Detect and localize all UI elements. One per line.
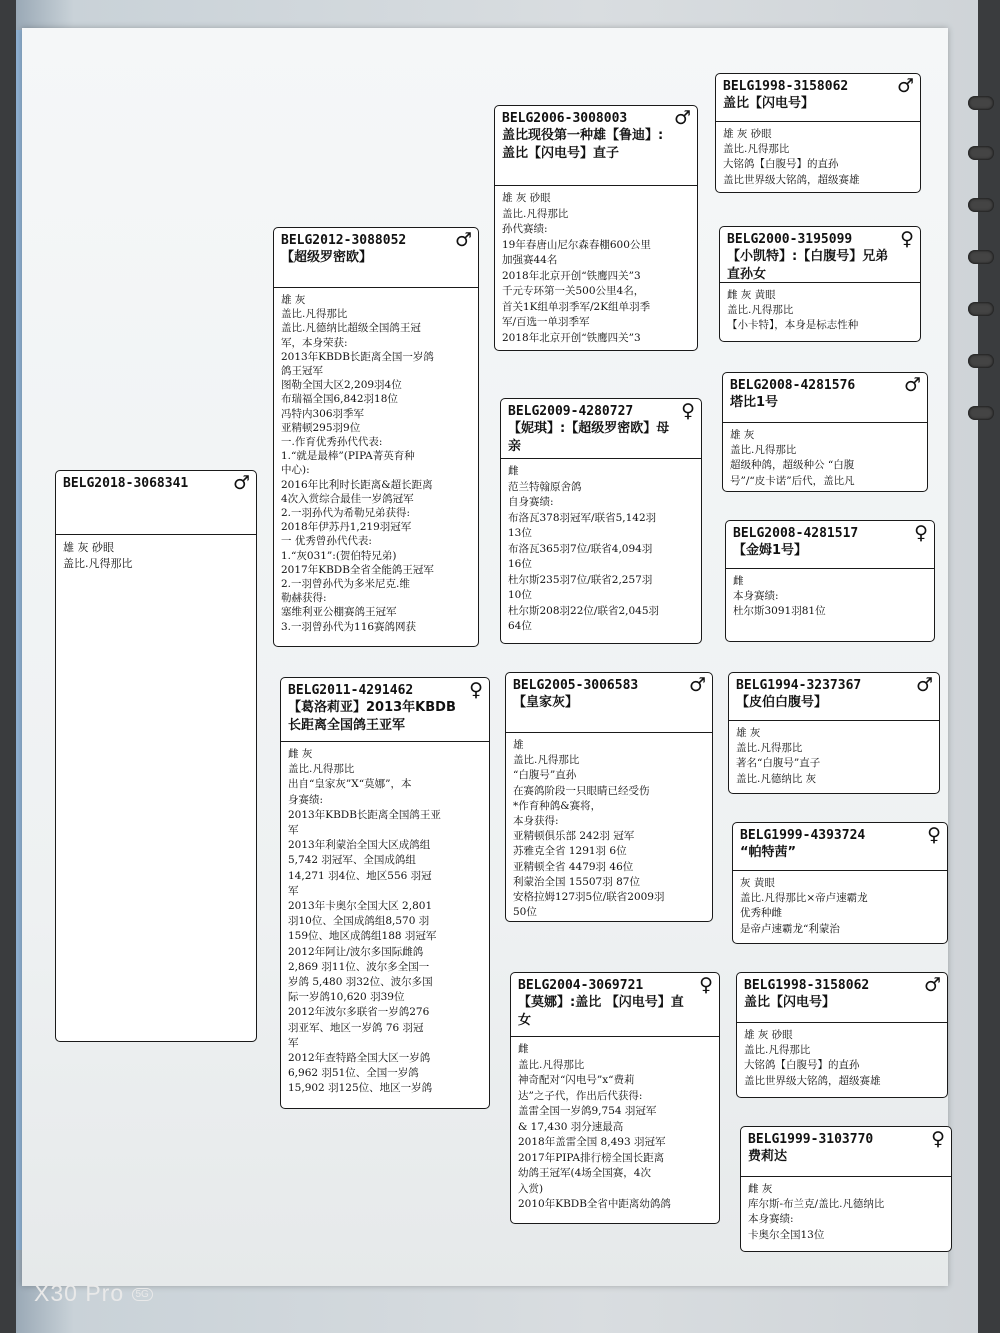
binder-hole	[968, 302, 994, 316]
ring-number: BELG2012-3088052	[281, 233, 407, 248]
bird-name: 【葛洛莉亚】2013年KBDB长距离全国鸽王亚军	[288, 700, 456, 733]
female-icon: ♀	[931, 1128, 945, 1150]
detail-line: 2.一羽孙代为希勒兄弟获得:	[281, 507, 411, 520]
detail-line: 布瑞福全国6,842羽18位	[281, 393, 398, 406]
detail-line: 雄	[513, 739, 524, 751]
pedigree-card-dam	[280, 677, 490, 1109]
male-icon: ♂	[688, 674, 706, 696]
male-icon: ♂	[915, 674, 933, 696]
detail-line: 盖比.凡得那比	[518, 1058, 585, 1071]
detail-line: “白腹号”直孙	[513, 769, 577, 782]
male-icon: ♂	[903, 374, 921, 396]
binder-hole	[968, 96, 994, 110]
pedigree-card-dam-sire	[505, 672, 713, 922]
detail-line: 2010年KBDB全省中距离幼鸽鸽	[518, 1198, 671, 1210]
detail-line: 雌 灰	[748, 1183, 773, 1195]
ring-number: BELG2009-4280727	[508, 404, 634, 419]
binder-hole	[968, 250, 994, 264]
detail-line: 2.一羽曾孙代为多米尼克.维	[281, 578, 410, 591]
detail-line: 盖比.凡德纳比超级全国鸽王冠	[281, 322, 421, 335]
detail-line: 64位	[508, 620, 532, 632]
card-header	[716, 74, 920, 122]
card-header	[723, 373, 927, 423]
detail-line: 亚精顿295羽9位	[281, 421, 361, 434]
detail-line: 杜尔斯3091羽81位	[733, 605, 826, 618]
binder-hole	[968, 146, 994, 160]
male-icon: ♂	[232, 472, 250, 494]
detail-line: 大铭鸽【白腹号】的直孙	[723, 158, 839, 171]
detail-line: 2013年卡奥尔全国大区 2,801	[288, 900, 433, 913]
detail-line: 5,742 羽冠军、全国成鸽组	[288, 854, 416, 867]
bird-name: 【莫娜】:盖比 【闪电号】直女	[518, 995, 684, 1028]
female-icon: ♀	[914, 522, 928, 544]
detail-line: 【小卡特】，本身是标志性种	[727, 319, 859, 331]
card-details	[716, 122, 920, 193]
camera-brand: X30 Pro	[34, 1280, 125, 1306]
detail-line: 盖比.凡得那比	[513, 754, 580, 767]
detail-line: 3.一羽曾孙代为116赛鸽网获	[281, 620, 417, 633]
card-header	[733, 823, 947, 871]
female-icon: ♀	[699, 974, 713, 996]
ring-number: BELG2000-3195099	[727, 232, 853, 247]
detail-line: 2018年伊苏丹1,219羽冠军	[281, 521, 412, 534]
detail-line: 羽亚军、地区一岁鸽 76 羽冠	[288, 1021, 424, 1034]
detail-line: 10位	[508, 589, 532, 601]
detail-line: 身赛绩:	[288, 793, 324, 806]
female-icon: ♀	[681, 400, 695, 422]
card-details	[729, 721, 939, 792]
card-details	[56, 535, 256, 576]
detail-line: 达”之子代，作出后代获得:	[518, 1089, 643, 1102]
pedigree-card-ggs-2	[722, 372, 928, 492]
detail-line: 2012年阿让/波尔多国际雌鸽	[288, 945, 424, 958]
detail-line: 卡奥尔全国13位	[748, 1228, 825, 1241]
detail-line: 大铭鸽【白腹号】的直孙	[744, 1059, 860, 1072]
ring-number: BELG2011-4291462	[288, 683, 414, 698]
detail-line: 50位	[513, 906, 537, 919]
detail-line: 2018年北京开创“铁鹰四关”3	[502, 331, 641, 344]
detail-line: 本身获得:	[513, 815, 559, 828]
detail-line: 自身赛绩:	[508, 496, 554, 508]
detail-line: 16位	[508, 558, 532, 570]
card-details	[741, 1177, 951, 1248]
detail-line: 雄 灰	[730, 429, 755, 441]
detail-line: 盖比世界级大铭鸽，超级赛雄	[723, 173, 860, 186]
pedigree-card-ggd-1	[719, 226, 921, 342]
detail-line: 首关1K组单羽季军/2K组单羽季	[502, 300, 651, 313]
card-details	[723, 423, 927, 492]
card-details	[720, 283, 920, 338]
detail-line: 本身赛绩:	[748, 1213, 794, 1226]
detail-line: 13位	[508, 527, 532, 539]
detail-line: 19年春唐山尼尔森春棚600公里	[502, 238, 651, 251]
female-icon: ♀	[927, 824, 941, 846]
detail-line: 苏雅克全省 1291羽 6位	[513, 845, 627, 858]
card-header	[737, 973, 947, 1023]
binder-hole	[968, 406, 994, 420]
detail-line: 2018年盖雷全国 8,493 羽冠军	[518, 1136, 666, 1148]
ring-number: BELG2008-4281576	[730, 378, 856, 393]
detail-line: 雄 灰 砂眼	[723, 128, 772, 140]
detail-line: 盖比.凡得那比	[281, 308, 348, 321]
detail-line: 2016年比利时长距离&超长距离	[281, 478, 433, 491]
detail-line: 布洛瓦378羽冠军/联省5,142羽	[508, 511, 657, 524]
pedigree-card-ggs-1	[715, 73, 921, 193]
detail-line: 杜尔斯235羽7位/联省2,257羽	[508, 573, 653, 586]
card-details	[733, 871, 947, 942]
bird-name: 盖比【闪电号】	[723, 96, 815, 111]
detail-line: 盖比.凡得那比	[730, 444, 797, 457]
detail-line: 勒赫获得:	[281, 592, 327, 605]
bird-name: 费莉达	[748, 1149, 788, 1164]
card-details	[511, 1037, 719, 1218]
ring-number: BELG2005-3006583	[513, 678, 639, 693]
card-header	[720, 227, 920, 283]
ring-number: BELG2018-3068341	[63, 476, 189, 491]
detail-line: 2017年KBDB全省全能鸽王冠军	[281, 563, 434, 576]
card-header	[729, 673, 939, 721]
detail-line: 范兰特翰原舍鸽	[508, 480, 582, 493]
ring-number: BELG1994-3237367	[736, 678, 862, 693]
bird-name: 【超级罗密欧】	[281, 250, 373, 265]
ring-number: BELG1999-4393724	[740, 828, 866, 843]
bird-name: 【小凯特】:【白腹号】兄弟直孙女	[727, 249, 889, 282]
ring-number: BELG2004-3069721	[518, 978, 644, 993]
card-header	[726, 521, 934, 569]
detail-line: 出自“皇家灰”X“莫娜”，本	[288, 778, 412, 791]
detail-line: 入赏)	[518, 1182, 544, 1195]
detail-line: 军	[288, 824, 299, 837]
detail-line: 盖比.凡得那比×帝卢速霸龙	[740, 892, 868, 905]
detail-line: 亚精顿全省 4479羽 46位	[513, 860, 634, 873]
binder-hole	[968, 354, 994, 368]
detail-line: 2018年北京开创“铁鹰四关”3	[502, 269, 641, 282]
pedigree-card-sire-dam	[500, 398, 702, 644]
detail-line: 鸽王冠军	[281, 365, 323, 378]
bird-name: 【金姆1号】	[733, 543, 808, 558]
card-details	[274, 288, 478, 639]
card-details	[281, 742, 489, 1102]
pedigree-card-ggs-3	[728, 672, 940, 794]
detail-line: 2012年查特路全国大区一岁鸽	[288, 1052, 431, 1065]
bird-name: 盖比现役第一种雄【鲁迪】:盖比【闪电号】直子	[502, 128, 664, 161]
bird-name: 【皇家灰】	[513, 695, 579, 710]
pedigree-card-subject	[55, 470, 257, 1042]
detail-line: 雄 灰	[281, 294, 306, 306]
detail-line: 际一岁鸽10,620 羽39位	[288, 991, 405, 1004]
detail-line: 军/百选一单羽季军	[502, 316, 590, 328]
detail-line: 加强赛44名	[502, 254, 558, 266]
male-icon: ♂	[454, 229, 472, 251]
card-details	[726, 569, 934, 625]
detail-line: 盖比.凡得那比	[502, 207, 569, 220]
bird-name: “帕特茜”	[740, 845, 797, 860]
detail-line: 号”/“皮卡诺”后代，盖比凡	[730, 474, 855, 487]
detail-line: 是帝卢速霸龙“利蒙治	[740, 922, 840, 935]
detail-line: 1.“就是最棒”(PIPA菁英育种	[281, 450, 415, 463]
detail-line: 雌 灰	[288, 748, 313, 760]
card-header	[56, 471, 256, 535]
female-icon: ♀	[900, 228, 914, 250]
pedigree-card-ggd-3	[732, 822, 948, 944]
detail-line: 雄 灰 砂眼	[63, 541, 114, 554]
ring-number: BELG1998-3158062	[723, 79, 849, 94]
female-icon: ♀	[469, 679, 483, 701]
detail-line: 2013年KBDB长距离全国一岁鸽	[281, 350, 434, 363]
detail-line: 利蒙治全国 15507羽 87位	[513, 875, 640, 888]
detail-line: 幼鸽王冠军(4场全国赛，4次	[518, 1167, 651, 1179]
detail-line: 优秀种雌	[740, 907, 782, 920]
detail-line: 杜尔斯208羽22位/联省2,045羽	[508, 604, 659, 617]
bird-name: 【妮琪】:【超级罗密欧】母亲	[508, 421, 670, 454]
detail-line: 雄 灰 砂眼	[502, 192, 551, 204]
detail-line: 盖雷全国一岁鸽9,754 羽冠军	[518, 1105, 657, 1117]
detail-line: 塞维利亚公棚赛鸽王冠军	[281, 606, 397, 619]
detail-line: 盖比.凡德纳比 灰	[736, 772, 817, 785]
detail-line: 在赛鸽阶段一只眼睛已经受伤	[513, 784, 650, 797]
detail-line: 千元专环第一关500公里4名，	[502, 285, 645, 297]
detail-line: 14,271 羽4位、地区556 羽冠	[288, 869, 432, 882]
detail-line: 一.作育优秀孙代代表:	[281, 436, 383, 449]
detail-line: 灰 黄眼	[740, 877, 775, 889]
bird-name: 塔比1号	[730, 395, 779, 410]
detail-line: 军	[288, 1036, 299, 1049]
detail-line: 神奇配对“闪电号”x“费莉	[518, 1074, 635, 1086]
card-header	[274, 228, 478, 288]
detail-line: 中心):	[281, 464, 310, 477]
detail-line: 盖比.凡得那比	[736, 742, 803, 755]
detail-line: 雌	[518, 1043, 529, 1055]
detail-line: 超级种鸽，超级种公 “白腹	[730, 459, 855, 472]
detail-line: 雄 灰	[736, 727, 761, 739]
card-header	[281, 678, 489, 742]
bird-name: 【皮伯白腹号】	[736, 695, 828, 710]
card-details	[501, 459, 701, 640]
detail-line: 盖比.凡得那比	[723, 143, 790, 156]
detail-line: 2017年PIPA排行榜全国长距离	[518, 1151, 665, 1164]
detail-line: 亚精顿俱乐部 242羽 冠军	[513, 830, 635, 843]
detail-line: 图勒全国大区2,209羽4位	[281, 379, 402, 392]
detail-line: & 17,430 羽分速最高	[518, 1120, 624, 1133]
pedigree-card-sire	[273, 227, 479, 647]
card-header	[741, 1127, 951, 1177]
detail-line: 军	[288, 884, 299, 897]
card-header	[506, 673, 712, 733]
detail-line: 159位、地区成鸽组188 羽冠军	[288, 930, 437, 943]
detail-line: 军，本身荣获:	[281, 336, 348, 349]
pedigree-card-ggd-2	[725, 520, 935, 642]
detail-line: 本身赛绩:	[733, 590, 779, 603]
detail-line: 库尔斯-布兰克/盖比.凡德纳比	[748, 1198, 885, 1211]
bird-name: 盖比【闪电号】	[744, 995, 836, 1010]
ring-number: BELG1998-3158062	[744, 978, 870, 993]
detail-line: 盖比.凡得那比	[63, 556, 133, 570]
card-details	[506, 733, 712, 922]
detail-line: 1.“灰031”:(贺伯特兄弟)	[281, 549, 397, 562]
pedigree-card-dam-dam	[510, 972, 720, 1224]
detail-line: 著名“白腹号”直子	[736, 757, 821, 770]
detail-line: 雌	[733, 575, 744, 587]
network-badge: 5G	[132, 1288, 153, 1301]
detail-line: 4次入赏综合最佳一岁鸽冠军	[281, 492, 414, 505]
detail-line: 雄 灰 砂眼	[744, 1029, 793, 1041]
pedigree-card-sire-sire	[494, 105, 698, 351]
pedigree-card-ggd-4	[740, 1126, 952, 1252]
detail-line: *作育种鸽&赛将，	[513, 799, 602, 812]
detail-line: 羽10位、全国成鸽组8,570 羽	[288, 915, 430, 928]
detail-line: 雌	[508, 465, 519, 477]
male-icon: ♂	[673, 107, 691, 129]
card-header	[511, 973, 719, 1037]
detail-line: 15,902 羽125位、地区一岁鸽	[288, 1082, 433, 1095]
ring-number: BELG2008-4281517	[733, 526, 859, 541]
camera-watermark	[34, 1280, 153, 1307]
male-icon: ♂	[896, 75, 914, 97]
detail-line: 布洛瓦365羽7位/联省4,094羽	[508, 542, 653, 555]
ring-number: BELG1999-3103770	[748, 1132, 874, 1147]
detail-line: 2013年利蒙治全国大区成鸽组	[288, 839, 431, 852]
ring-number: BELG2006-3008003	[502, 111, 628, 126]
detail-line: 2013年KBDB长距离全国鸽王亚	[288, 808, 441, 821]
detail-line: 岁鸽 5,480 羽32位、波尔多国	[288, 976, 433, 989]
pedigree-card-ggs-4	[736, 972, 948, 1098]
detail-line: 孙代赛绩:	[502, 223, 548, 235]
detail-line: 2012年波尔多联省一岁鸽276	[288, 1006, 430, 1019]
detail-line: 盖比.凡得那比	[288, 763, 355, 776]
detail-line: 安格拉姆127羽5位/联省2009羽	[513, 891, 665, 904]
detail-line: 6,962 羽51位、全国一岁鸽	[288, 1067, 419, 1080]
card-details	[737, 1023, 947, 1094]
detail-line: 雌 灰 黄眼	[727, 289, 776, 301]
male-icon: ♂	[923, 974, 941, 996]
card-header	[501, 399, 701, 459]
detail-line: 2,869 羽11位、波尔多全国一	[288, 960, 430, 973]
detail-line: 盖比.凡得那比	[744, 1044, 811, 1057]
card-details	[495, 186, 697, 351]
detail-line: 一 优秀曾孙代代表:	[281, 535, 372, 548]
detail-line: 冯特内306羽季军	[281, 407, 365, 420]
binder-hole	[968, 198, 994, 212]
detail-line: 盖比.凡得那比	[727, 304, 794, 316]
detail-line: 盖比世界级大铭鸽，超级赛雄	[744, 1074, 881, 1087]
card-header	[495, 106, 697, 186]
